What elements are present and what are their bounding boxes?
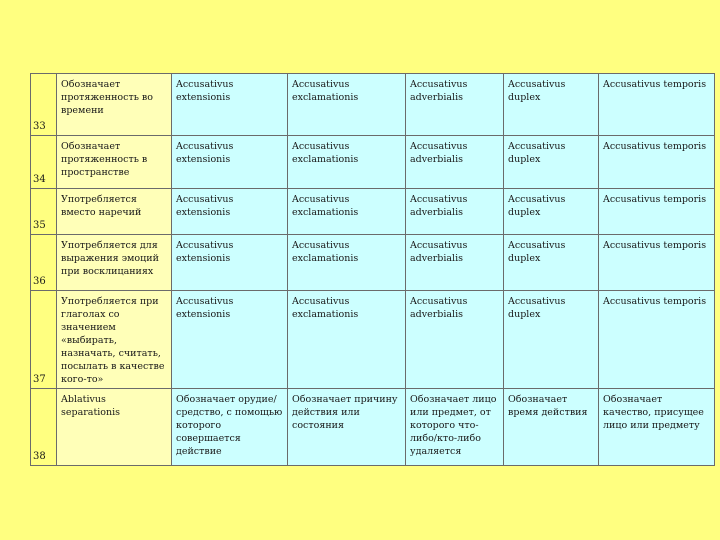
row-description: Употребляется вместо наречий <box>57 189 172 235</box>
quiz-table <box>30 73 715 466</box>
row-number: 34 <box>31 136 57 189</box>
answer-option-2[interactable]: Accusativus exclamationis <box>288 189 406 235</box>
answer-option-1[interactable]: Accusativus extensionis <box>172 136 288 189</box>
answer-option-1[interactable]: Accusativus extensionis <box>172 235 288 291</box>
answer-option-4[interactable]: Accusativus duplex <box>504 74 599 136</box>
table-row <box>31 235 715 291</box>
row-description: Обозначает протяженность в пространстве <box>57 136 172 189</box>
row-number: 37 <box>31 291 57 389</box>
answer-option-4[interactable]: Accusativus duplex <box>504 235 599 291</box>
answer-option-3[interactable]: Accusativus adverbialis <box>406 136 504 189</box>
row-number: 36 <box>31 235 57 291</box>
table-row <box>31 389 715 466</box>
row-description: Обозначает протяженность во времени <box>57 74 172 136</box>
table-row <box>31 136 715 189</box>
answer-option-3[interactable]: Accusativus adverbialis <box>406 189 504 235</box>
answer-option-4[interactable]: Обозначает время действия <box>504 389 599 466</box>
answer-option-4[interactable]: Accusativus duplex <box>504 291 599 389</box>
answer-option-4[interactable]: Accusativus duplex <box>504 136 599 189</box>
answer-option-2[interactable]: Accusativus exclamationis <box>288 136 406 189</box>
answer-option-1[interactable]: Обозначает орудие/средство, с помощью которого совершается действие <box>172 389 288 466</box>
answer-option-4[interactable]: Accusativus duplex <box>504 189 599 235</box>
answer-option-3[interactable]: Accusativus adverbialis <box>406 291 504 389</box>
answer-option-2[interactable]: Accusativus exclamationis <box>288 74 406 136</box>
table-row <box>31 74 715 136</box>
answer-option-1[interactable]: Accusativus extensionis <box>172 291 288 389</box>
answer-option-5[interactable]: Accusativus temporis <box>599 189 715 235</box>
row-number: 35 <box>31 189 57 235</box>
answer-option-3[interactable]: Обозначает лицо или предмет, от которого что-либо/кто-либо удаляется <box>406 389 504 466</box>
answer-option-3[interactable]: Accusativus adverbialis <box>406 74 504 136</box>
row-number: 33 <box>31 74 57 136</box>
table-row <box>31 291 715 389</box>
answer-option-3[interactable]: Accusativus adverbialis <box>406 235 504 291</box>
answer-option-2[interactable]: Accusativus exclamationis <box>288 235 406 291</box>
answer-option-5[interactable]: Accusativus temporis <box>599 136 715 189</box>
answer-option-1[interactable]: Accusativus extensionis <box>172 74 288 136</box>
answer-option-5[interactable]: Accusativus temporis <box>599 74 715 136</box>
table-row <box>31 189 715 235</box>
answer-option-5[interactable]: Accusativus temporis <box>599 291 715 389</box>
answer-option-5[interactable]: Accusativus temporis <box>599 235 715 291</box>
answer-option-1[interactable]: Accusativus extensionis <box>172 189 288 235</box>
answer-option-2[interactable]: Accusativus exclamationis <box>288 291 406 389</box>
row-description: Ablativus separationis <box>57 389 172 466</box>
row-number: 38 <box>31 389 57 466</box>
row-description: Употребляется при глаголах со значением «выбирать, назначать, считать, посылать в качестве кого-то» <box>57 291 172 389</box>
answer-option-5[interactable]: Обозначает качество, присущее лицо или предмету <box>599 389 715 466</box>
row-description: Употребляется для выражения эмоций при восклицаниях <box>57 235 172 291</box>
answer-option-2[interactable]: Обозначает причину действия или состояния <box>288 389 406 466</box>
